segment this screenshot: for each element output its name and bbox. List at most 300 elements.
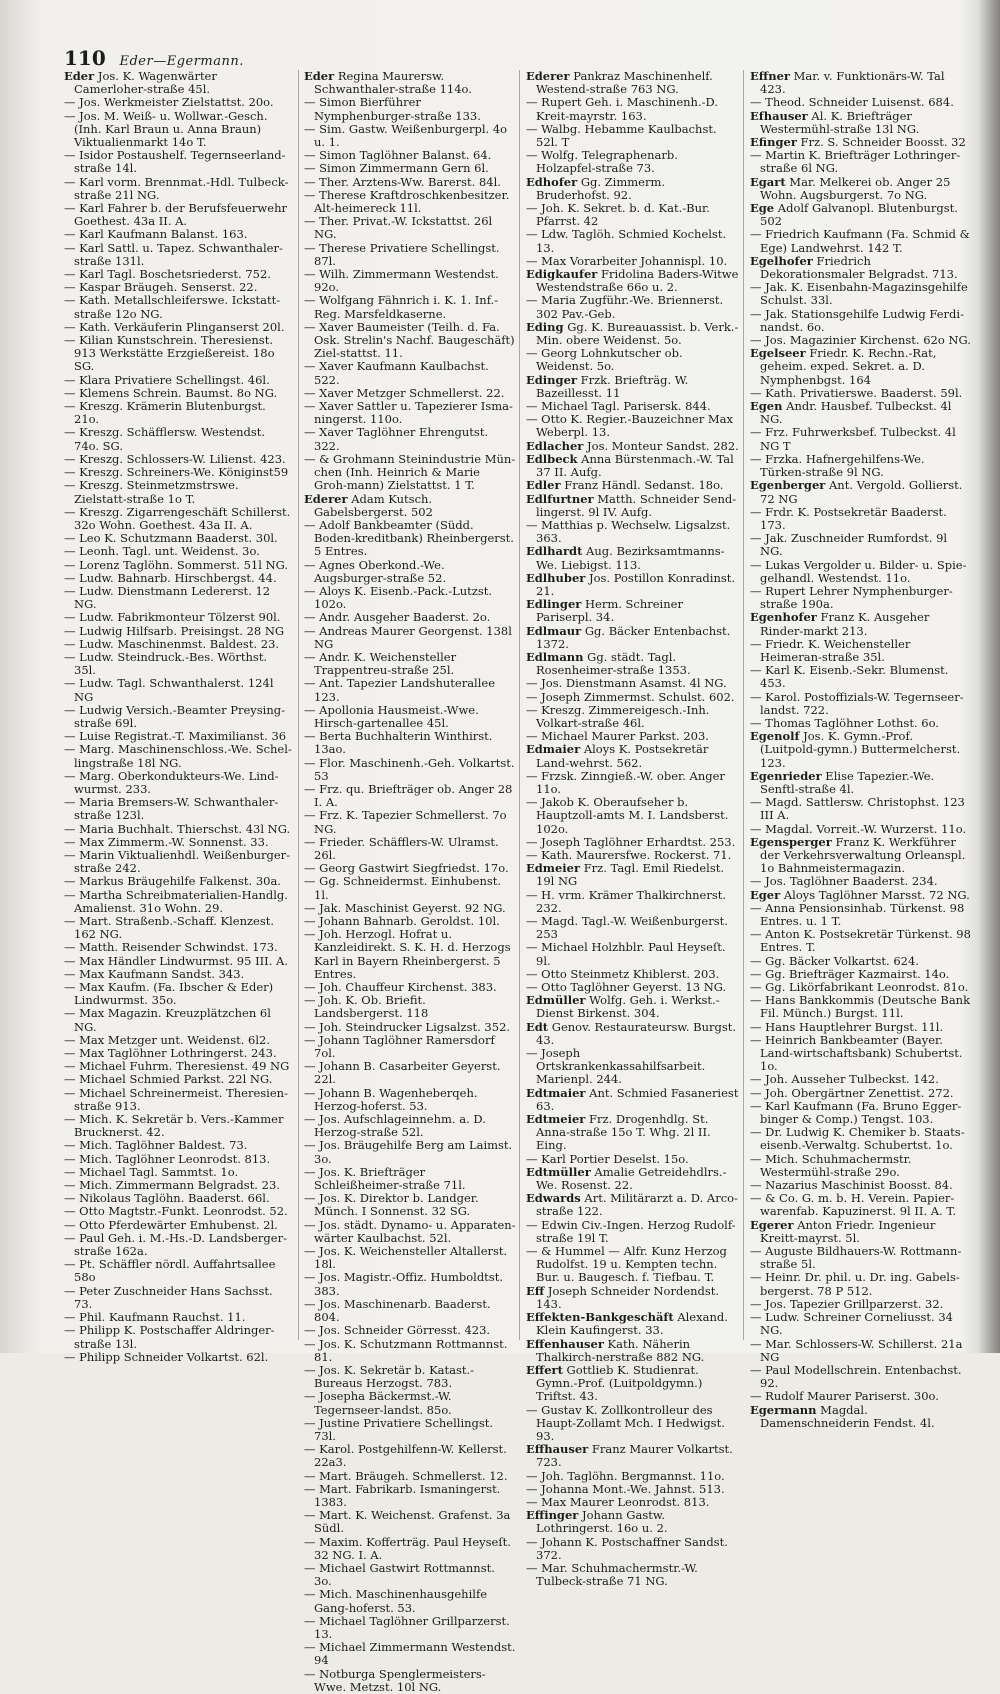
directory-entry bbox=[64, 1007, 292, 1033]
page-header bbox=[64, 46, 244, 70]
entry-text: — Johann B. Wagenheberqeh. Herzog-hoferst. 53. bbox=[304, 1085, 478, 1113]
entry-text: — Heinrich Bankbeamter (Bayer. Land-wirtschaftsbank) Schubertst. 1o. bbox=[750, 1032, 963, 1074]
directory-entry bbox=[304, 268, 516, 294]
directory-entry bbox=[750, 149, 972, 175]
entry-text: Kath. Näherin Thalkirch-nerstraße 882 NG. bbox=[536, 1336, 705, 1364]
entry-text: — Joseph Taglöhner Erhardtst. 253. bbox=[526, 834, 736, 849]
entry-text: — Joh. Obergärtner Zenettist. 272. bbox=[750, 1085, 954, 1100]
entry-text: — Ldw. Taglöh. Schmied Kochelst. 13. bbox=[526, 227, 727, 255]
directory-entry bbox=[750, 176, 972, 202]
entry-text: — Karl Fahrer b. der Berufsfeuerwehr Goethest. 43a II. A. bbox=[64, 201, 287, 229]
entry-text: — Otto Pferdewärter Emhubenst. 2l. bbox=[64, 1217, 278, 1232]
entry-text: — Otto Magtstr.-Funkt. Leonrodst. 52. bbox=[64, 1204, 288, 1219]
directory-entry bbox=[64, 585, 292, 611]
directory-entry bbox=[526, 228, 740, 254]
entry-text: — Johanna Mont.-We. Jahnst. 513. bbox=[526, 1481, 725, 1496]
entry-text: Friedrich Dekorationsmaler Belgradst. 713. bbox=[760, 253, 958, 282]
entry-text: Ant. Vergold. Gollierst. 72 NG bbox=[760, 478, 963, 506]
entry-text: Ant. Schmied Fasaneriest 63. bbox=[536, 1085, 739, 1113]
directory-entry bbox=[526, 1443, 740, 1469]
directory-entry bbox=[304, 96, 516, 122]
directory-entry bbox=[526, 493, 740, 519]
directory-column-4 bbox=[750, 69, 972, 1430]
directory-entry bbox=[304, 189, 516, 215]
entry-text: Herm. Schreiner Pariserpl. 34. bbox=[536, 597, 683, 625]
directory-entry bbox=[304, 809, 516, 835]
directory-entry bbox=[304, 651, 516, 677]
entry-surname: Egerer bbox=[750, 1217, 794, 1232]
directory-entry bbox=[64, 981, 292, 1007]
entry-text: — Notburga Spenglermeisters-Wwe. Metzst. 10l NG. bbox=[304, 1666, 486, 1694]
directory-entry bbox=[304, 1417, 516, 1443]
directory-entry bbox=[750, 611, 972, 637]
directory-entry bbox=[750, 559, 972, 585]
entry-text: — Johann Taglöhner Ramersdorf 7ol. bbox=[304, 1032, 495, 1061]
entry-text: — Max Maurer Leonrodst. 813. bbox=[526, 1494, 710, 1509]
entry-text: — Adolf Bankbeamter (Südd. Boden-kreditbank) Rheinbergerst. 5 Entres. bbox=[304, 517, 514, 559]
directory-entry bbox=[750, 1271, 972, 1297]
entry-text: Matth. Schneider Send-lingerst. 9l IV. Aufg. bbox=[536, 491, 737, 519]
entry-text: — Jos. Taglöhner Baaderst. 234. bbox=[750, 874, 938, 889]
entry-text: — & Grohmann Steinindustrie Mün-chen (Inh. Heinrich & Marie Groh-mann) Zielstattst. 1 T. bbox=[304, 451, 516, 493]
entry-text: — Xaver Taglöhner Ehrengutst. 322. bbox=[304, 425, 489, 453]
entry-text: — Kreszg. Schlossers-W. Lilienst. 423. bbox=[64, 451, 286, 466]
directory-entry bbox=[304, 360, 516, 386]
entry-text: — Joh. Herzogl. Hofrat u. Kanzleidirekt. S. K. H. d. Herzogs Karl in Bayern Rheinbergerst. 5 Entres. bbox=[304, 927, 511, 981]
directory-entry bbox=[526, 1245, 740, 1285]
directory-entry bbox=[304, 400, 516, 426]
entry-surname: Edmeier bbox=[526, 861, 581, 876]
entry-text: — Rudolf Maurer Pariserst. 30o. bbox=[750, 1389, 939, 1404]
entry-text: Joseph Schneider Nordendst. 143. bbox=[536, 1283, 720, 1311]
entry-text: — Jos. K. Briefträger Schleißheimer-straße 71l. bbox=[304, 1164, 466, 1193]
directory-entry bbox=[64, 796, 292, 822]
directory-entry bbox=[304, 783, 516, 809]
entry-surname: Edinger bbox=[526, 372, 577, 387]
directory-entry bbox=[750, 994, 972, 1020]
entry-text: — Max Kaufmann Sandst. 343. bbox=[64, 966, 245, 981]
directory-entry bbox=[750, 1034, 972, 1074]
entry-surname: Edmüller bbox=[526, 993, 586, 1008]
page-edge-shadow bbox=[978, 0, 1000, 1353]
directory-entry bbox=[526, 1311, 740, 1337]
directory-entry bbox=[304, 1219, 516, 1245]
entry-text: Frz. S. Schneider Boosst. 32 bbox=[796, 135, 966, 150]
entry-surname: Edler bbox=[526, 478, 561, 493]
entry-text: — Frzka. Hafnergehilfens-We. Türken-straße 9l NG. bbox=[750, 451, 925, 480]
entry-text: Mar. v. Funktionärs-W. Tal 423. bbox=[760, 69, 945, 97]
directory-entry bbox=[304, 836, 516, 862]
directory-entry bbox=[304, 215, 516, 241]
entry-text: — Max Vorarbeiter Johannispl. 10. bbox=[526, 253, 728, 268]
entry-text: — Johann Bahnarb. Geroldst. 10l. bbox=[304, 914, 500, 928]
entry-text: — Nikolaus Taglöhn. Baaderst. 66l. bbox=[64, 1191, 270, 1206]
entry-text: Regina Maurersw. Schwanthaler-straße 114o. bbox=[314, 69, 472, 97]
entry-text: — Mich. Taglöhner Baldest. 73. bbox=[64, 1138, 248, 1153]
entry-text: — Max Zimmerm.-W. Sonnenst. 33. bbox=[64, 834, 269, 849]
directory-entry bbox=[304, 1668, 516, 1694]
entry-text: — Georg Lohnkutscher ob. Weidenst. 5o. bbox=[526, 346, 683, 374]
entry-text: — Jos. Bräugehilfe Berg am Laimst. 3o. bbox=[304, 1138, 513, 1166]
directory-entry bbox=[304, 493, 516, 519]
directory-entry bbox=[304, 1641, 516, 1667]
entry-text: — Ludw. Dienstmann Ledererst. 12 NG. bbox=[64, 583, 271, 612]
entry-text: Pankraz Maschinenhelf. Westend-straße 763 NG. bbox=[536, 69, 713, 97]
directory-entry bbox=[64, 743, 292, 769]
directory-entry bbox=[304, 1509, 516, 1535]
entry-surname: Edlhardt bbox=[526, 544, 583, 559]
directory-entry bbox=[304, 1139, 516, 1165]
directory-entry bbox=[64, 915, 292, 941]
entry-text: — Kreszg. Schreiners-We. Königinst59 bbox=[64, 465, 289, 480]
entry-surname: Effhauser bbox=[526, 1442, 589, 1457]
directory-entry bbox=[304, 1483, 516, 1509]
directory-entry bbox=[750, 1192, 972, 1218]
entry-surname: Edwards bbox=[526, 1191, 581, 1206]
entry-surname: Edlhuber bbox=[526, 570, 586, 585]
entry-text: — Paul Modellschrein. Entenbachst. 92. bbox=[750, 1362, 962, 1391]
directory-entry bbox=[64, 176, 292, 202]
directory-entry bbox=[64, 1113, 292, 1139]
directory-entry bbox=[304, 519, 516, 559]
entry-text: Gg. Zimmerm. Bruderhofst. 92. bbox=[536, 174, 666, 202]
entry-text: — Jakob K. Oberaufseher b. Hauptzoll-amts M. I. Landsberst. 102o. bbox=[526, 795, 729, 836]
directory-column-2 bbox=[304, 69, 516, 1694]
directory-entry bbox=[304, 928, 516, 981]
entry-text: — Heinr. Dr. phil. u. Dr. ing. Gabels-bergerst. 78 P 512. bbox=[750, 1270, 960, 1298]
entry-surname: Edlmaur bbox=[526, 623, 582, 638]
entry-text: — Otto K. Regier.-Bauzeichner Max Weberpl. 13. bbox=[526, 412, 733, 440]
directory-entry bbox=[526, 862, 740, 888]
entry-text: — Karl vorm. Brennmat.-Hdl. Tulbeck-straße 21l NG. bbox=[64, 174, 289, 202]
entry-text: — Klemens Schrein. Baumst. 8o NG. bbox=[64, 385, 278, 400]
directory-entry bbox=[64, 294, 292, 320]
directory-entry bbox=[750, 202, 972, 228]
directory-entry bbox=[64, 677, 292, 703]
directory-entry bbox=[750, 902, 972, 928]
entry-text: — Matth. Reisender Schwindst. 173. bbox=[64, 940, 278, 955]
entry-text: — Mar. Schlossers-W. Schillerst. 21a NG bbox=[750, 1336, 963, 1364]
entry-text: — Karol. Postoffizials-W. Tegernseer-landst. 722. bbox=[750, 689, 964, 717]
directory-entry bbox=[304, 677, 516, 703]
entry-text: — Otto Taglöhner Geyerst. 13 NG. bbox=[526, 980, 727, 995]
entry-text: — Kilian Kunstschrein. Theresienst. 913 Werkstätte Erzgießereist. 18o SG. bbox=[64, 333, 275, 374]
entry-text: — Jos. Magazinier Kirchenst. 62o NG. bbox=[750, 333, 971, 348]
entry-surname: Ederer bbox=[304, 491, 348, 506]
entry-text: — Johann B. Casarbeiter Geyerst. 22l. bbox=[304, 1059, 501, 1087]
entry-text: Johann Gastw. Lothringerst. 16o u. 2. bbox=[536, 1508, 668, 1536]
entry-surname: Egenberger bbox=[750, 478, 826, 493]
directory-entry bbox=[526, 1219, 740, 1245]
directory-entry bbox=[64, 400, 292, 426]
entry-text: — Otto Steinmetz Khiblerst. 203. bbox=[526, 966, 720, 981]
entry-text: Friedr. K. Rechn.-Rat, geheim. exped. Sekret. a. D. Nymphenbgst. 164 bbox=[760, 346, 937, 387]
entry-text: — Ludw. Schreiner Corneliusst. 34 NG. bbox=[750, 1310, 953, 1338]
directory-entry bbox=[526, 1087, 740, 1113]
entry-text: — Joseph Ortskrankenkassahilfsarbeit. Marienpl. 244. bbox=[526, 1046, 706, 1087]
entry-surname: Egermann bbox=[750, 1402, 817, 1417]
directory-column-3 bbox=[526, 69, 740, 1589]
directory-entry bbox=[304, 294, 516, 320]
entry-text: — Mart. K. Weichenst. Grafenst. 3a Südl. bbox=[304, 1508, 511, 1536]
entry-text: — Anton K. Postsekretär Türkenst. 98 Entres. T. bbox=[750, 927, 971, 955]
directory-entry bbox=[750, 400, 972, 426]
entry-text: — Joseph Zimmermst. Schulst. 602. bbox=[526, 689, 735, 704]
entry-text: Elise Tapezier.-We. Senftl-straße 4l. bbox=[760, 768, 935, 796]
directory-entry bbox=[304, 1364, 516, 1390]
entry-text: — Max Metzger unt. Weidenst. 6l2. bbox=[64, 1032, 270, 1047]
directory-entry bbox=[750, 691, 972, 717]
directory-entry bbox=[750, 796, 972, 822]
entry-text: — Karl K. Eisenb.-Sekr. Blumenst. 453. bbox=[750, 663, 949, 691]
directory-entry bbox=[750, 479, 972, 505]
entry-text: — Mich. Zimmermann Belgradst. 23. bbox=[64, 1178, 280, 1193]
directory-entry bbox=[750, 770, 972, 796]
directory-entry bbox=[526, 572, 740, 598]
entry-text: Franz K. Werkführer der Verkehrsverwaltung Orleanspl. 1o Bahnmeistermagazin. bbox=[760, 834, 966, 876]
directory-entry bbox=[304, 994, 516, 1020]
directory-entry bbox=[304, 1271, 516, 1297]
directory-entry bbox=[526, 1047, 740, 1087]
entry-text: Jos. K. Wagenwärter Camerloher-straße 45l. bbox=[74, 69, 217, 97]
entry-text: — Thomas Taglöhner Lothst. 6o. bbox=[750, 715, 939, 730]
directory-entry bbox=[526, 1536, 740, 1562]
entry-text: — Max Taglöhner Lothringerst. 243. bbox=[64, 1046, 277, 1061]
directory-entry bbox=[304, 585, 516, 611]
directory-entry bbox=[750, 1404, 972, 1430]
directory-entry bbox=[526, 294, 740, 320]
entry-text: — Gg. Schneidermst. Einhubenst. 1l. bbox=[304, 874, 502, 902]
directory-entry bbox=[64, 1285, 292, 1311]
entry-text: — Simon Zimmermann Gern 6l. bbox=[304, 161, 489, 176]
directory-entry bbox=[64, 426, 292, 452]
directory-entry bbox=[304, 1060, 516, 1086]
entry-text: — Nazarius Maschinist Boosst. 84. bbox=[750, 1178, 953, 1193]
entry-text: — Gg. Bäcker Volkartst. 624. bbox=[750, 953, 919, 968]
entry-text: Amalie Getreidehdlrs.-We. Rosenst. 22. bbox=[536, 1164, 727, 1193]
entry-text: — Karl Kaufmann Balanst. 163. bbox=[64, 227, 248, 242]
entry-text: — Michael Schmied Parkst. 22l NG. bbox=[64, 1072, 273, 1087]
directory-entry bbox=[750, 1100, 972, 1126]
entry-text: — Joh. K. Ob. Briefit. Landsbergerst. 118 bbox=[304, 993, 429, 1021]
directory-entry bbox=[526, 625, 740, 651]
entry-text: — Phil. Kaufmann Rauchst. 11. bbox=[64, 1310, 246, 1325]
entry-surname: Edhofer bbox=[526, 174, 578, 189]
directory-entry bbox=[304, 1338, 516, 1364]
directory-entry bbox=[526, 176, 740, 202]
directory-entry bbox=[304, 730, 516, 756]
entry-text: — Jos. Schneider Görresst. 423. bbox=[304, 1323, 491, 1338]
entry-text: — Kath. Privatierswe. Baaderst. 59l. bbox=[750, 385, 963, 400]
entry-text: — Philipp K. Postschaffer Aldringer-straße 13l. bbox=[64, 1323, 275, 1351]
entry-text: — Justine Privatiere Schellingst. 73l. bbox=[304, 1415, 494, 1443]
directory-entry bbox=[526, 347, 740, 373]
entry-text: — Frz. qu. Briefträger ob. Anger 28 I. A. bbox=[304, 781, 513, 810]
directory-entry bbox=[526, 1509, 740, 1535]
entry-text: Genov. Restaurateursw. Burgst. 43. bbox=[536, 1019, 737, 1047]
directory-entry bbox=[526, 545, 740, 571]
entry-text: — Paul Geh. i. M.-Hs.-D. Landsberger-straße 162a. bbox=[64, 1230, 287, 1259]
entry-text: — Kath. Maurersfwe. Rockerst. 71. bbox=[526, 847, 732, 862]
directory-entry bbox=[304, 1087, 516, 1113]
directory-entry bbox=[304, 559, 516, 585]
entry-text: — Jak. Maschinist Geyerst. 92 NG. bbox=[304, 900, 506, 915]
entry-text: — Jos. Werkmeister Zielstattst. 20o. bbox=[64, 95, 274, 110]
directory-entry bbox=[750, 255, 972, 281]
entry-text: — Michael Schreinermeist. Theresien-straße 913. bbox=[64, 1085, 288, 1113]
entry-text: — Xaver Kaufmann Kaulbachst. 522. bbox=[304, 359, 489, 387]
entry-text: — Edwin Civ.-Ingen. Herzog Rudolf-straße 19l T. bbox=[526, 1217, 736, 1245]
entry-text: — Maria Bremsers-W. Schwanthaler-straße 123l. bbox=[64, 795, 279, 823]
directory-entry bbox=[304, 704, 516, 730]
entry-text: Magdal. Damenschneiderin Fendst. 4l. bbox=[760, 1402, 935, 1430]
entry-text: — Johann K. Postschaffner Sandst. 372. bbox=[526, 1534, 728, 1562]
running-title: Eder—Egermann. bbox=[119, 54, 244, 69]
entry-text: — Ant. Tapezier Landshuterallee 123. bbox=[304, 676, 496, 704]
entry-text: Aug. Bezirksamtmanns-We. Liebigst. 113. bbox=[536, 544, 725, 572]
directory-entry bbox=[64, 149, 292, 175]
directory-entry bbox=[526, 1404, 740, 1444]
directory-entry bbox=[750, 281, 972, 307]
entry-text: — Jos. K. Weichensteller Altallerst. 18l. bbox=[304, 1244, 508, 1272]
entry-text: Gottlieb K. Studienrat. Gymn.-Prof. (Luitpoldgymn.) Triftst. 43. bbox=[536, 1362, 703, 1404]
directory-entry bbox=[750, 585, 972, 611]
entry-text: — Wolfg. Telegraphenarb. Holzapfel-straße 73. bbox=[526, 148, 678, 176]
directory-entry bbox=[304, 1588, 516, 1614]
directory-entry bbox=[526, 796, 740, 836]
directory-entry bbox=[526, 598, 740, 624]
entry-text: — Aloys K. Eisenb.-Pack.-Lutzst. 102o. bbox=[304, 583, 493, 612]
directory-entry bbox=[526, 413, 740, 439]
entry-surname: Effekten-Bankgeschäft bbox=[526, 1310, 674, 1325]
entry-text: — Isidor Postaushelf. Tegernseerland-straße 14l. bbox=[64, 148, 286, 176]
entry-text: — Frieder. Schäfflers-W. Ulramst. 26l. bbox=[304, 834, 499, 862]
directory-entry bbox=[64, 1232, 292, 1258]
entry-text: — Xaver Sattler u. Tapezierer Isma-ningerst. 110o. bbox=[304, 399, 513, 427]
entry-text: — Flor. Maschinenh.-Geh. Volkartst. 53 bbox=[304, 755, 515, 783]
entry-text: — Lukas Vergolder u. Bilder- u. Spie-gelhandl. Westendst. 11o. bbox=[750, 557, 967, 585]
entry-text: — Frdr. K. Postsekretär Baaderst. 173. bbox=[750, 504, 947, 532]
directory-entry bbox=[526, 149, 740, 175]
directory-entry bbox=[64, 889, 292, 915]
entry-text: Al. K. Briefträger Westermühl-straße 13l NG. bbox=[760, 108, 920, 136]
entry-text: — Magd. Tagl.-W. Weißenburgerst. 253 bbox=[526, 914, 728, 942]
entry-text: — Marin Viktualienhdl. Weißenburger-straße 242. bbox=[64, 847, 291, 876]
entry-surname: Eger bbox=[750, 887, 781, 902]
directory-entry bbox=[526, 889, 740, 915]
entry-text: — Frz. K. Tapezier Schmellerst. 7o NG. bbox=[304, 808, 507, 836]
directory-entry bbox=[304, 70, 516, 96]
entry-text: — Andr. K. Weichensteller Trappentreu-straße 25l. bbox=[304, 649, 457, 678]
entry-surname: Eding bbox=[526, 319, 564, 334]
directory-entry bbox=[750, 70, 972, 96]
entry-text: — Hans Bankkommis (Deutsche Bank Fil. Münch.) Burgst. 11l. bbox=[750, 993, 971, 1021]
directory-entry bbox=[64, 110, 292, 150]
entry-text: — Lorenz Taglöhn. Sommerst. 51l NG. bbox=[64, 557, 289, 572]
entry-text: — Jos. M. Weiß- u. Wollwar.-Gesch. (Inh. Karl Braun u. Anna Braun) Viktualienmarkt 14o T. bbox=[64, 108, 268, 150]
entry-surname: Egenolf bbox=[750, 729, 800, 744]
entry-text: — Jak. K. Eisenbahn-Magazinsgehilfe Schulst. 33l. bbox=[750, 280, 968, 308]
entry-text: — Maria Buchhalt. Thierschst. 43l NG. bbox=[64, 821, 291, 836]
entry-text: — Mart. Straßenb.-Schaff. Klenzest. 162 NG. bbox=[64, 914, 275, 942]
directory-entry bbox=[526, 268, 740, 294]
directory-entry bbox=[526, 915, 740, 941]
entry-text: — Jos. Dienstmann Asamst. 4l NG. bbox=[526, 676, 727, 691]
entry-text: — Xaver Metzger Schmellerst. 22. bbox=[304, 385, 505, 400]
directory-entry bbox=[304, 875, 516, 901]
directory-entry bbox=[64, 849, 292, 875]
directory-entry bbox=[64, 651, 292, 677]
entry-text: — Klara Privatiere Schellingst. 46l. bbox=[64, 372, 270, 387]
entry-text: — Ther. Arztens-Ww. Barerst. 84l. bbox=[304, 174, 501, 189]
directory-entry bbox=[304, 1245, 516, 1271]
entry-text: — Peter Zuschneider Hans Sachsst. 73. bbox=[64, 1283, 273, 1311]
entry-text: — Jos. Tapezier Grillparzerst. 32. bbox=[750, 1296, 944, 1311]
directory-entry bbox=[526, 651, 740, 677]
entry-text: — Joh. Steindrucker Ligsalzst. 352. bbox=[304, 1019, 511, 1034]
entry-text: — Michael Gastwirt Rottmannst. 3o. bbox=[304, 1560, 495, 1589]
directory-entry bbox=[750, 1153, 972, 1179]
entry-text: — Ludw. Tagl. Schwanthalerst. 124l NG bbox=[64, 676, 274, 704]
entry-text: — Andr. Ausgeher Baaderst. 2o. bbox=[304, 610, 491, 625]
entry-text: — Rupert Lehrer Nymphenburger-straße 190a. bbox=[750, 583, 953, 612]
entry-text: Jos. Postillon Konradinst. 21. bbox=[536, 570, 736, 598]
entry-text: — Mich. Maschinenhausgehilfe Gang-hoferst. 53. bbox=[304, 1587, 488, 1615]
entry-surname: Edlinger bbox=[526, 597, 582, 612]
entry-text: — Gustav K. Zollkontrolleur des Haupt-Zollamt Mch. I Hedwigst. 93. bbox=[526, 1402, 725, 1443]
directory-entry bbox=[526, 70, 740, 96]
entry-text: — Gg. Briefträger Kazmairst. 14o. bbox=[750, 966, 950, 981]
entry-text: — Rupert Geh. i. Maschinenh.-D. Kreit-mayrstr. 163. bbox=[526, 95, 718, 123]
entry-text: — Hans Hauptlehrer Burgst. 11l. bbox=[750, 1019, 944, 1034]
directory-entry bbox=[526, 1021, 740, 1047]
entry-text: — Mich. Schuhmachermstr. Westermühl-straße 29o. bbox=[750, 1151, 912, 1179]
entry-text: — Mart. Bräugeh. Schmellerst. 12. bbox=[304, 1468, 508, 1483]
directory-column-1 bbox=[64, 69, 292, 1364]
entry-text: — Simon Bierführer Nymphenburger-straße 133. bbox=[304, 95, 481, 123]
entry-surname: Ederer bbox=[526, 69, 570, 83]
entry-text: — Joh. Ausseher Tulbeckst. 142. bbox=[750, 1072, 939, 1087]
directory-entry bbox=[64, 506, 292, 532]
entry-text: — Mich. Taglöhner Leonrodst. 813. bbox=[64, 1151, 271, 1166]
entry-text: — Michael Tagl. Sammtst. 1o. bbox=[64, 1164, 239, 1179]
directory-entry bbox=[304, 1034, 516, 1060]
directory-entry bbox=[304, 1298, 516, 1324]
directory-entry bbox=[750, 638, 972, 664]
entry-text: Anna Bürstenmach.-W. Tal 37 II. Aufg. bbox=[536, 451, 734, 480]
entry-text: — Therese Kraftdroschkenbesitzer. Alt-heimereck 11l. bbox=[304, 187, 510, 216]
directory-entry bbox=[750, 1219, 972, 1245]
directory-entry bbox=[304, 426, 516, 452]
entry-text: — Jos. K. Sekretär b. Katast.-Bureaus Herzogst. 783. bbox=[304, 1362, 475, 1391]
entry-text: Jos. K. Gymn.-Prof. (Luitpold-gymn.) Buttermelcherst. 123. bbox=[760, 729, 961, 770]
directory-entry bbox=[750, 347, 972, 387]
directory-entry bbox=[526, 704, 740, 730]
directory-entry bbox=[304, 1562, 516, 1588]
entry-text: Frz. Drogenhdlg. St. Anna-straße 15o T. Whg. 2l II. Eing. bbox=[536, 1112, 711, 1153]
entry-text: — Friedrich Kaufmann (Fa. Schmid & Ege) Landwehrst. 142 T. bbox=[750, 227, 970, 255]
entry-text: Adam Kutsch. Gabelsbergerst. 502 bbox=[314, 491, 433, 519]
directory-entry bbox=[526, 123, 740, 149]
entry-text: Jos. Monteur Sandst. 282. bbox=[583, 438, 739, 453]
entry-text: — Anna Pensionsinhab. Türkenst. 98 Entres. u. 1 T. bbox=[750, 900, 965, 928]
entry-text: Fridolina Baders-Witwe Westendstraße 66o u. 2. bbox=[536, 267, 739, 295]
entry-text: — Matthias p. Wechselw. Ligsalzst. 363. bbox=[526, 517, 731, 546]
entry-text: Gg. städt. Tagl. Rosenheimer-straße 1353. bbox=[536, 649, 691, 678]
directory-entry bbox=[750, 228, 972, 254]
entry-text: — Michael Zimmermann Westendst. 94 bbox=[304, 1640, 516, 1668]
entry-surname: Edmaier bbox=[526, 742, 581, 757]
